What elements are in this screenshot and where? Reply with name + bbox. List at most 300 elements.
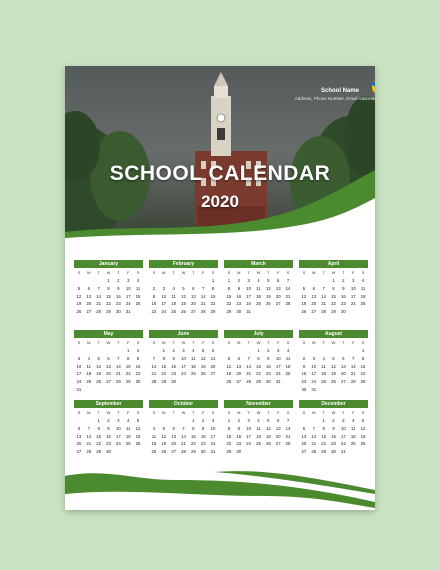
- day-cell: 28: [321, 309, 327, 315]
- day-cell: 6: [211, 348, 215, 353]
- day-cell: 25: [86, 379, 92, 385]
- weekday-header: [224, 408, 293, 417]
- day-cell: 4: [352, 418, 355, 423]
- day-cell: 28: [311, 449, 317, 455]
- day-cell: 25: [151, 449, 157, 455]
- day-cell: 19: [200, 363, 206, 369]
- day-cell: 2: [237, 278, 240, 283]
- weekday-header: [224, 338, 293, 347]
- month-may: [74, 330, 143, 394]
- day-cell: 24: [115, 441, 121, 447]
- day-cell: 14: [285, 285, 291, 291]
- day-cell: 27: [76, 449, 82, 455]
- day-cell: 27: [311, 309, 317, 315]
- weekday-label: M: [162, 410, 166, 415]
- day-cell: 9: [237, 285, 240, 291]
- day-cell: [338, 386, 348, 394]
- day-cell: 18: [285, 363, 291, 369]
- week-row: [149, 293, 218, 301]
- day-cell: 18: [125, 433, 131, 439]
- weekday-header: [149, 268, 218, 277]
- day-cell: 15: [210, 293, 216, 299]
- week-row: [74, 417, 143, 425]
- weekday-label: T: [97, 270, 100, 275]
- day-cell: [84, 347, 94, 355]
- day-cell: 16: [301, 371, 307, 377]
- day-cell: 15: [161, 363, 167, 369]
- day-cell: [179, 277, 189, 285]
- day-cell: 29: [256, 379, 261, 385]
- day-cell: 22: [321, 441, 327, 447]
- day-cell: 10: [125, 285, 131, 291]
- weekday-label: S: [302, 410, 306, 415]
- day-cell: [84, 417, 94, 425]
- day-cell: 15: [96, 433, 102, 439]
- day-cell: 12: [200, 355, 206, 361]
- day-cell: 1: [211, 278, 215, 283]
- weekday-label: W: [181, 410, 186, 415]
- day-cell: 30: [301, 386, 307, 392]
- day-cell: 20: [340, 371, 346, 377]
- week-row: [224, 308, 293, 316]
- week-row: [74, 378, 143, 386]
- day-cell: 20: [171, 441, 177, 447]
- day-cell: [329, 347, 339, 355]
- day-cell: 22: [161, 371, 167, 377]
- day-cell: 31: [311, 386, 317, 392]
- day-cell: 26: [265, 301, 271, 307]
- day-cell: 14: [151, 363, 157, 369]
- day-cell: 19: [226, 371, 232, 377]
- day-cell: 18: [171, 301, 177, 307]
- week-row: [149, 308, 218, 316]
- day-cell: [234, 347, 244, 355]
- day-cell: 30: [106, 449, 111, 455]
- day-cell: 3: [182, 348, 185, 353]
- day-cell: 19: [331, 371, 336, 377]
- weekday-label: M: [162, 270, 166, 275]
- day-cell: 19: [96, 371, 102, 377]
- day-cell: 25: [135, 301, 141, 307]
- day-cell: 17: [76, 371, 82, 377]
- weekday-label: S: [211, 410, 215, 415]
- week-row: [299, 293, 368, 301]
- day-cell: 13: [340, 363, 346, 369]
- month-name: May: [74, 330, 143, 338]
- day-cell: 26: [200, 371, 206, 377]
- week-row: [299, 440, 368, 448]
- day-cell: 21: [86, 441, 92, 447]
- week-row: [224, 285, 293, 293]
- day-cell: 23: [115, 301, 121, 307]
- day-cell: 4: [192, 348, 195, 353]
- weekday-label: M: [87, 410, 91, 415]
- day-cell: 16: [331, 433, 336, 439]
- day-cell: 23: [340, 301, 346, 307]
- day-cell: 6: [107, 355, 110, 361]
- day-cell: 4: [257, 278, 260, 283]
- day-cell: 25: [285, 371, 291, 377]
- day-cell: 13: [106, 363, 111, 369]
- day-cell: [104, 386, 114, 394]
- day-cell: [254, 308, 264, 316]
- day-cell: 11: [171, 293, 176, 299]
- day-cell: [94, 347, 104, 355]
- weekday-label: W: [256, 270, 261, 275]
- day-cell: [74, 417, 84, 425]
- day-cell: 13: [76, 433, 82, 439]
- day-cell: 10: [311, 363, 317, 369]
- day-cell: 5: [302, 285, 306, 291]
- weekday-label: T: [342, 410, 345, 415]
- day-cell: 28: [86, 449, 92, 455]
- day-cell: [358, 386, 368, 394]
- day-cell: [133, 386, 143, 394]
- day-cell: 30: [331, 449, 336, 455]
- week-row: [74, 386, 143, 394]
- day-cell: 7: [97, 285, 100, 291]
- day-cell: 3: [117, 418, 120, 423]
- day-cell: [309, 347, 319, 355]
- day-cell: 29: [190, 449, 196, 455]
- day-cell: 29: [360, 379, 366, 385]
- day-cell: 14: [181, 433, 186, 439]
- day-cell: 19: [265, 293, 271, 299]
- graduation-cap-icon: [369, 76, 375, 96]
- day-cell: 12: [265, 285, 271, 291]
- week-row: [224, 425, 293, 433]
- weekday-label: S: [136, 270, 140, 275]
- day-cell: 20: [106, 371, 111, 377]
- day-cell: 25: [350, 441, 356, 447]
- day-cell: 4: [127, 418, 130, 423]
- week-row: [149, 425, 218, 433]
- day-cell: 5: [136, 418, 140, 423]
- day-cell: 26: [135, 441, 141, 447]
- day-cell: 14: [285, 425, 291, 431]
- day-cell: [179, 378, 189, 386]
- day-cell: 8: [361, 355, 365, 361]
- day-cell: 3: [77, 355, 81, 361]
- day-cell: [133, 308, 143, 316]
- day-cell: 16: [171, 363, 177, 369]
- day-cell: 3: [162, 285, 165, 291]
- weekday-label: T: [172, 270, 175, 275]
- day-cell: 13: [86, 293, 92, 299]
- day-cell: 1: [127, 348, 130, 353]
- day-cell: 25: [125, 441, 131, 447]
- weekday-label: S: [286, 270, 290, 275]
- week-row: [149, 347, 218, 355]
- day-cell: 25: [321, 379, 327, 385]
- weekday-label: S: [136, 340, 140, 345]
- day-cell: [224, 347, 234, 355]
- week-row: [299, 355, 368, 363]
- day-cell: 15: [125, 363, 131, 369]
- day-cell: 7: [352, 355, 355, 361]
- week-row: [74, 285, 143, 293]
- day-cell: [283, 378, 293, 386]
- day-cell: 27: [340, 379, 346, 385]
- day-cell: 28: [151, 379, 157, 385]
- day-cell: 4: [322, 355, 325, 361]
- weekday-label: T: [322, 340, 325, 345]
- day-cell: 9: [152, 293, 156, 299]
- day-cell: 15: [360, 363, 366, 369]
- weekday-label: T: [267, 340, 270, 345]
- day-cell: 16: [340, 293, 346, 299]
- day-cell: 1: [162, 348, 165, 353]
- day-cell: [348, 386, 358, 394]
- day-cell: 9: [202, 425, 205, 431]
- day-cell: 18: [360, 293, 366, 299]
- day-cell: 19: [181, 301, 186, 307]
- day-cell: [319, 277, 329, 285]
- week-row: [224, 433, 293, 441]
- day-cell: 21: [246, 371, 252, 377]
- day-cell: 12: [76, 293, 82, 299]
- day-cell: 21: [311, 441, 317, 447]
- day-cell: 1: [257, 348, 260, 353]
- day-cell: 8: [211, 285, 215, 291]
- day-cell: 1: [97, 418, 100, 423]
- weekday-label: T: [247, 340, 250, 345]
- day-cell: 28: [181, 449, 186, 455]
- day-cell: 8: [257, 355, 260, 361]
- weekday-header: [74, 408, 143, 417]
- day-cell: [104, 347, 114, 355]
- day-cell: 31: [210, 449, 216, 455]
- day-cell: 21: [200, 301, 206, 307]
- day-cell: 12: [226, 363, 232, 369]
- day-cell: 5: [267, 418, 270, 423]
- day-cell: 20: [86, 301, 92, 307]
- day-cell: 10: [275, 355, 281, 361]
- week-row: [149, 277, 218, 285]
- day-cell: 1: [322, 418, 325, 423]
- week-row: [224, 347, 293, 355]
- day-cell: 10: [350, 285, 356, 291]
- day-cell: 2: [302, 355, 306, 361]
- day-cell: [188, 378, 198, 386]
- month-july: [224, 330, 293, 386]
- week-row: [299, 277, 368, 285]
- weekday-label: T: [267, 270, 270, 275]
- weekday-label: S: [361, 270, 365, 275]
- school-address: Address, Phone Number, Email Address: [294, 96, 375, 101]
- weekday-header: [149, 338, 218, 347]
- weekday-label: S: [227, 270, 231, 275]
- day-cell: 30: [171, 379, 177, 385]
- day-cell: [74, 347, 84, 355]
- day-cell: [299, 277, 309, 285]
- weekday-label: W: [106, 410, 111, 415]
- day-cell: [338, 347, 348, 355]
- weekday-label: M: [87, 340, 91, 345]
- day-cell: 11: [350, 425, 356, 431]
- weekday-label: F: [126, 270, 130, 275]
- day-cell: 7: [247, 355, 250, 361]
- day-cell: [123, 386, 133, 394]
- day-cell: 11: [135, 285, 141, 291]
- day-cell: [84, 386, 94, 394]
- day-cell: 3: [342, 418, 345, 423]
- week-row: [299, 370, 368, 378]
- day-cell: [273, 308, 283, 316]
- week-row: [74, 440, 143, 448]
- day-cell: 13: [171, 433, 177, 439]
- day-cell: 24: [246, 441, 252, 447]
- week-row: [149, 417, 218, 425]
- week-row: [299, 347, 368, 355]
- month-february: [149, 260, 218, 316]
- day-cell: 8: [332, 285, 335, 291]
- weekday-label: M: [312, 340, 316, 345]
- weekday-label: T: [322, 410, 325, 415]
- day-cell: 21: [96, 301, 102, 307]
- day-cell: 17: [210, 433, 216, 439]
- weekday-label: T: [267, 410, 270, 415]
- day-cell: 8: [162, 355, 165, 361]
- day-cell: 13: [190, 293, 196, 299]
- day-cell: 17: [275, 363, 281, 369]
- weekday-label: T: [342, 270, 345, 275]
- day-cell: 14: [96, 293, 102, 299]
- day-cell: 23: [135, 371, 141, 377]
- day-cell: 23: [236, 441, 242, 447]
- day-cell: 8: [127, 355, 130, 361]
- day-cell: [319, 386, 329, 394]
- day-cell: 31: [125, 309, 131, 315]
- day-cell: 26: [331, 379, 336, 385]
- day-cell: 29: [96, 449, 102, 455]
- weekday-label: W: [256, 340, 261, 345]
- day-cell: 19: [360, 433, 366, 439]
- day-cell: 4: [136, 278, 140, 283]
- day-cell: 20: [76, 441, 82, 447]
- weekday-label: T: [97, 340, 100, 345]
- day-cell: 8: [97, 425, 100, 431]
- weekday-header: [299, 408, 368, 417]
- day-cell: 28: [115, 379, 121, 385]
- weekday-label: T: [342, 340, 345, 345]
- day-cell: 4: [87, 355, 90, 361]
- week-row: [74, 355, 143, 363]
- weekday-header: [299, 268, 368, 277]
- month-name: August: [299, 330, 368, 338]
- weekday-label: F: [276, 340, 280, 345]
- day-cell: 15: [226, 433, 232, 439]
- week-row: [149, 363, 218, 371]
- month-name: January: [74, 260, 143, 268]
- week-row: [224, 355, 293, 363]
- school-name: School Name: [320, 88, 359, 94]
- day-cell: 16: [265, 363, 271, 369]
- day-cell: [159, 277, 169, 285]
- day-cell: 15: [190, 433, 196, 439]
- day-cell: 23: [200, 441, 206, 447]
- weekday-label: T: [117, 270, 120, 275]
- day-cell: 12: [331, 363, 336, 369]
- weekday-header: [299, 338, 368, 347]
- day-cell: 3: [247, 418, 250, 423]
- day-cell: 7: [152, 355, 156, 361]
- day-cell: 9: [136, 355, 140, 361]
- day-cell: 17: [181, 363, 186, 369]
- calendar-title: SCHOOL CALENDAR: [109, 162, 331, 185]
- day-cell: 9: [267, 355, 270, 361]
- week-row: [224, 300, 293, 308]
- weekday-label: W: [106, 340, 111, 345]
- day-cell: 7: [117, 355, 120, 361]
- day-cell: [74, 277, 84, 285]
- day-cell: 2: [342, 278, 345, 283]
- day-cell: 20: [190, 301, 196, 307]
- day-cell: 20: [301, 441, 307, 447]
- day-cell: 1: [227, 278, 231, 283]
- weekday-label: S: [77, 410, 81, 415]
- hero-banner: [65, 66, 375, 240]
- day-cell: 25: [190, 371, 196, 377]
- day-cell: [358, 308, 368, 316]
- day-cell: 30: [200, 449, 206, 455]
- day-cell: 12: [301, 293, 307, 299]
- day-cell: 26: [76, 309, 82, 315]
- day-cell: 31: [340, 449, 346, 455]
- day-cell: 11: [321, 363, 326, 369]
- day-cell: 19: [265, 433, 271, 439]
- day-cell: 11: [151, 433, 157, 439]
- day-cell: 8: [322, 425, 325, 431]
- day-cell: 3: [127, 278, 130, 283]
- week-row: [149, 355, 218, 363]
- weekday-label: F: [351, 340, 355, 345]
- month-january: [74, 260, 143, 316]
- day-cell: 9: [237, 425, 240, 431]
- day-cell: 29: [331, 309, 336, 315]
- day-cell: 22: [190, 441, 196, 447]
- day-cell: 26: [360, 441, 366, 447]
- day-cell: 9: [332, 425, 335, 431]
- weekday-label: M: [87, 270, 91, 275]
- month-october: [149, 400, 218, 456]
- weekday-label: T: [192, 410, 195, 415]
- day-cell: 27: [106, 379, 111, 385]
- day-cell: 20: [275, 433, 281, 439]
- weekday-label: S: [152, 410, 156, 415]
- weekday-label: T: [322, 270, 325, 275]
- day-cell: 19: [135, 433, 141, 439]
- day-cell: 11: [191, 355, 196, 361]
- week-row: [224, 293, 293, 301]
- day-cell: 22: [96, 441, 102, 447]
- day-cell: [113, 386, 123, 394]
- day-cell: 18: [321, 371, 327, 377]
- day-cell: 1: [332, 278, 335, 283]
- day-cell: 14: [246, 363, 252, 369]
- day-cell: 31: [246, 309, 252, 315]
- day-cell: 30: [340, 309, 346, 315]
- week-row: [299, 417, 368, 425]
- day-cell: [198, 378, 208, 386]
- day-cell: 30: [236, 449, 242, 455]
- day-cell: 8: [227, 285, 231, 291]
- day-cell: 17: [311, 371, 317, 377]
- day-cell: 29: [321, 449, 327, 455]
- day-cell: [348, 347, 358, 355]
- month-grid: [74, 260, 368, 460]
- day-cell: [319, 347, 329, 355]
